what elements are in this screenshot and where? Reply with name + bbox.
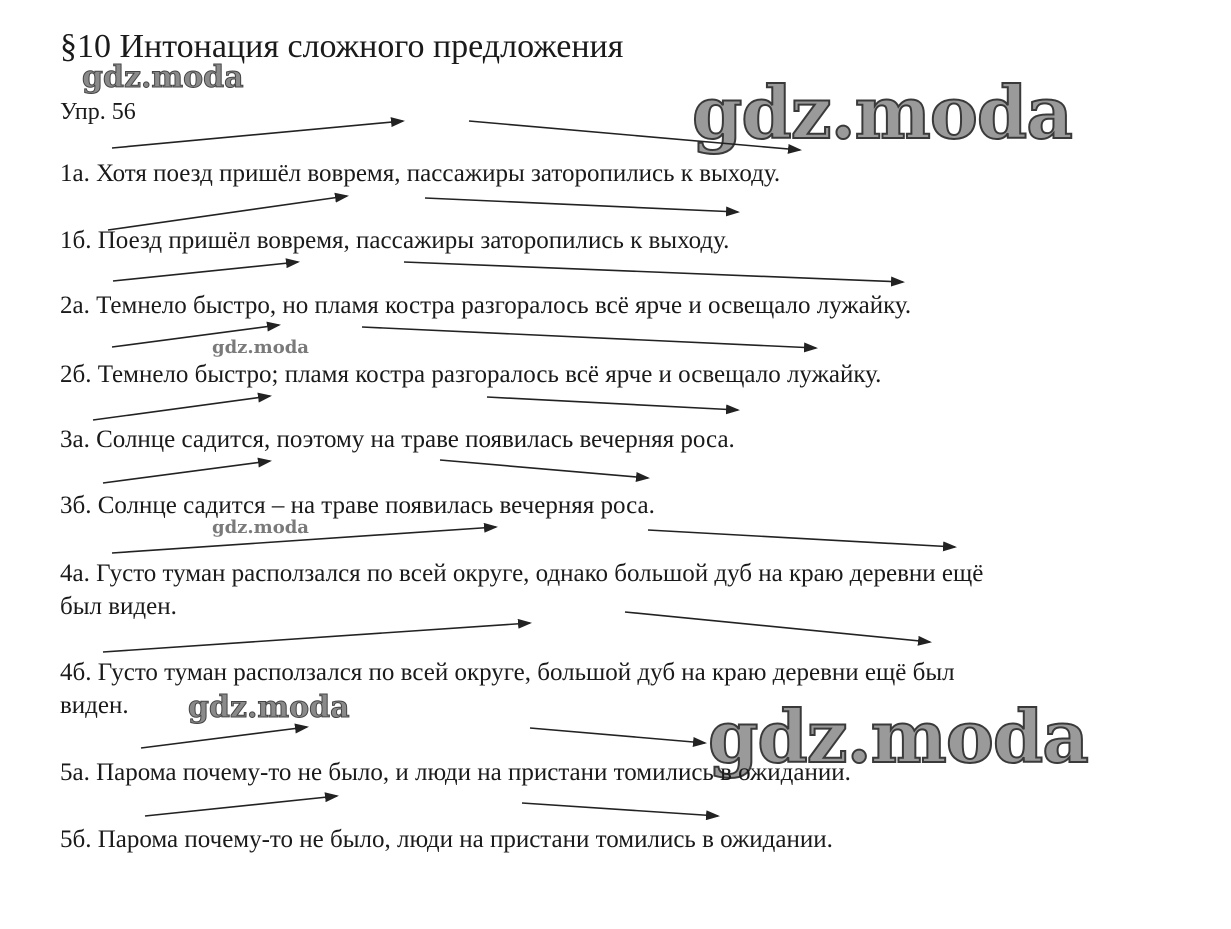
sentence-text: 4а. Густо туман расползался по всей округе, однако большой дуб на краю деревни ещё [60, 560, 984, 587]
sentence-text-continued: виден. [60, 692, 129, 719]
falling-arrow [625, 612, 930, 642]
sentence-text: 1а. Хотя поезд пришёл вовремя, пассажиры заторопились к выходу. [60, 160, 781, 187]
sentence-text: 5а. Парома почему-то не было, и люди на пристани томились в ожидании. [60, 759, 851, 786]
rising-arrow [108, 196, 347, 230]
watermark-logo: gdz.moda [692, 70, 1072, 155]
falling-arrow [648, 530, 955, 547]
watermark-logo: gdz.moda [212, 337, 309, 358]
watermark-logo: gdz.moda [188, 690, 350, 725]
watermark-logo: gdz.moda [212, 517, 309, 538]
rising-arrow [112, 527, 496, 553]
falling-arrow [530, 728, 705, 743]
falling-arrow [362, 327, 816, 348]
exercise-number: Упр. 56 [60, 99, 136, 125]
sentence-text: 1б. Поезд пришёл вовремя, пассажиры заторопились к выходу. [60, 227, 730, 254]
rising-arrow [113, 262, 298, 281]
falling-arrow [440, 460, 648, 478]
sentence-text: 4б. Густо туман расползался по всей округе, большой дуб на краю деревни ещё был [60, 659, 955, 686]
rising-arrow [145, 796, 337, 816]
falling-arrow [425, 198, 738, 212]
sentence-text: 2а. Темнело быстро, но пламя костра разгоралось всё ярче и освещало лужайку. [60, 292, 912, 319]
rising-arrow [93, 396, 270, 420]
page-title: §10 Интонация сложного предложения [60, 28, 624, 65]
rising-arrow [103, 461, 270, 483]
sentence-text-continued: был виден. [60, 593, 177, 620]
sentence-text: 3а. Солнце садится, поэтому на траве появилась вечерняя роса. [60, 426, 735, 453]
watermark-logo: gdz.moda [708, 694, 1088, 779]
rising-arrow [141, 727, 307, 748]
rising-arrow [112, 121, 403, 148]
falling-arrow [487, 397, 738, 410]
rising-arrow [112, 325, 279, 347]
rising-arrow [103, 623, 530, 652]
falling-arrow [469, 121, 800, 150]
falling-arrow [404, 262, 903, 282]
sentence-text: 5б. Парома почему-то не было, люди на пристани томились в ожидании. [60, 826, 833, 853]
falling-arrow [522, 803, 718, 816]
sentence-text: 2б. Темнело быстро; пламя костра разгоралось всё ярче и освещало лужайку. [60, 361, 882, 388]
watermark-logo: gdz.moda [82, 60, 244, 95]
sentence-text: 3б. Солнце садится – на траве появилась вечерняя роса. [60, 492, 655, 519]
